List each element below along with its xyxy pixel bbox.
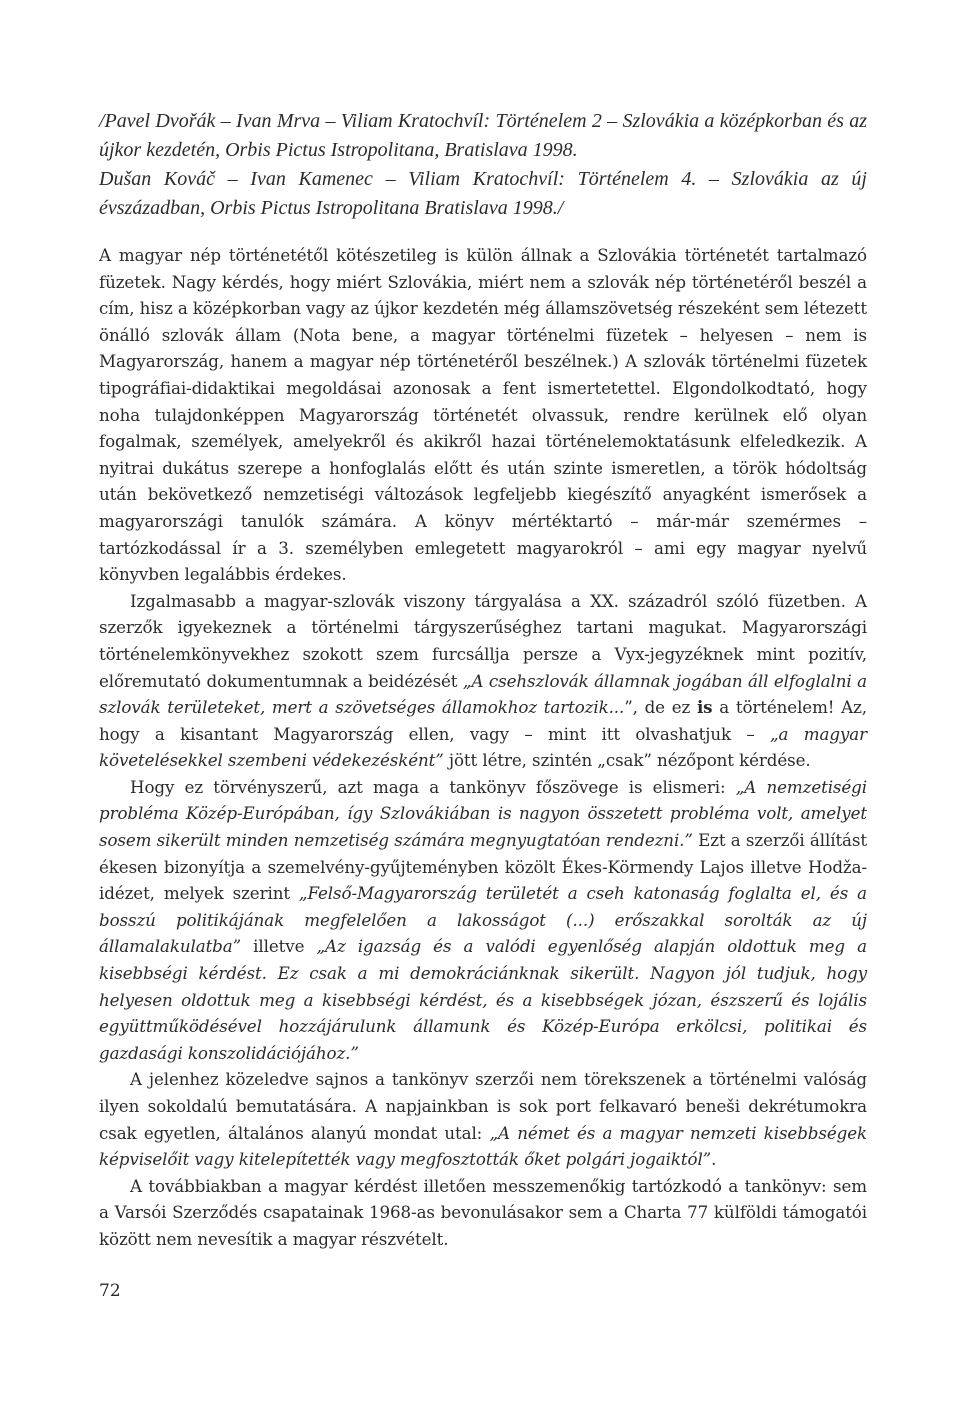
- paragraph-2-quote-2: „a magyar követelésekkel szembeni védekezésként”: [99, 723, 867, 771]
- citation-block: [99, 107, 867, 223]
- paragraph-2-bold: is: [696, 697, 713, 718]
- paragraph-3-text-b: Ezt a szerzői állítást ékesen bizonyítja a szemelvény-gyűjteményben közölt Ékes-Körmendy Lajos illetve Hodža-idézet, melyek szerint: [99, 830, 867, 904]
- paragraph-3: [99, 774, 867, 1067]
- document-page: [99, 107, 867, 1253]
- page-number: 72: [99, 1281, 121, 1301]
- paragraph-2-text-d: jött létre, szintén „csak” nézőpont kérdése.: [443, 750, 811, 771]
- paragraph-4-quote-1: „A német és a magyar nemzeti kisebbségek képviselőit vagy kitelepítették vagy megfosztották őket polgári jogaiktól”: [99, 1122, 867, 1170]
- paragraph-3-quote-3: „Az igazság és a valódi egyenlőség alapján oldottuk meg a kisebbségi kérdést. Ez csak a mi demokráciánknak sikerült. Nagyon jól tudjuk, hogy helyesen oldottuk meg a kisebbségi kérdést, és a kisebbségek józan, észszerű és lojális együttműködésével hozzájárulunk államunk és Közép-Európa erkölcsi, politikai és gazdasági konszolidációjához.”: [99, 936, 867, 1063]
- paragraph-3-text-a: Hogy ez törvényszerű, azt maga a tankönyv főszövege is elismeri:: [130, 776, 736, 797]
- paragraph-3-quote-1: „A nemzetiségi probléma Közép-Európában, így Szlovákiában is nagyon összetett probléma volt, amelyet sosem sikerült minden nemzetiség számára megnyugtatóan rendezni.”: [99, 776, 867, 851]
- paragraph-4: [99, 1066, 867, 1172]
- paragraph-1: A magyar nép történetétől kötészetileg is külön állnak a Szlovákia történetét tartalmazó füzetek. Nagy kérdés, hogy miért Szlovákia, miért nem a szlovák nép történetéről beszél a cím, hisz a középkorban vagy az újkor kezdetén még államszövetség részeként sem létezett önálló szlovák állam (Nota bene, a magyar történelmi füzetek – helyesen – nem is Magyarország, hanem a magyar nép történetéről beszélnek.) A szlovák történelmi füzetek tipográfiai-didaktikai megoldásai azonosak a fent ismertetettel. Elgondolkodtató, hogy noha tulajdonképpen Magyarország történetét olvassuk, rendre kerülnek elő olyan fogalmak, személyek, amelyekről és akikről hazai történelemoktatásunk elfeledkezik. A nyitrai dukátus szerepe a honfoglalás előtt és után szinte ismeretlen, a török hódoltság után bekövetkező nemzetiségi változások legfeljebb kiegészítő anyagként ismerősek a magyarországi tanulók számára. A könyv mértéktartó – már-már szemérmes – tartózkodással ír a 3. személyben emlegetett magyarokról – ami egy magyar nyelvű könyvben legalábbis érdekes.: [99, 245, 868, 585]
- paragraph-3-quote-2: „Felső-Magyarország területét a cseh katonaság foglalta el, és a bosszú politikájának megfelelően a lakosságot (...) erőszakkal sorolták az új államalakulatba”: [99, 883, 867, 957]
- paragraph-2: [99, 588, 867, 774]
- paragraph-2-text-b: ”, de ez: [624, 697, 697, 718]
- paragraph-2-quote-1: „A csehszlovák államnak jogában áll elfoglalni a szlovák területeket, mert a szövetséges államokhoz tartozik...: [99, 670, 867, 718]
- paragraph-4-text-b: .: [711, 1149, 717, 1170]
- citation-line-1: /Pavel Dvořák – Ivan Mrva – Viliam Kratochvíl: Történelem 2 – Szlovákia a középkorban és az újkor kezdetén, Orbis Pictus Istropolitana, Bratislava 1998.: [99, 110, 867, 161]
- paragraph-2-text-a: Izgalmasabb a magyar-szlovák viszony tárgyalása a XX. századról szóló füzetben. A szerzők igyekeznek a történelmi tárgyszerűséghez tartani magukat. Magyarországi történelemkönyvekhez szokott szem furcsállja persze a Vyx-jegyzéknek mint pozitív, előremutató dokumentumnak a beidézését: [99, 590, 867, 691]
- paragraph-5: A továbbiakban a magyar kérdést illetően messzemenőkig tartózkodó a tankönyv: sem a Varsói Szerződés csapatainak 1968-as bevonulásakor sem a Charta 77 külföldi támogatói között nem nevesítik a magyar részvételt.: [99, 1175, 867, 1249]
- paragraph-4-text-a: A jelenhez közeledve sajnos a tankönyv szerzői nem törekszenek a történelmi valóság ilyen sokoldalú bemutatására. A napjainkban is sok port felkavaró beneši dekrétumokra csak egyetlen, általános alanyú mondat utal:: [99, 1069, 867, 1143]
- paragraph-2-text-c: a történelem! Az, hogy a kisantant Magyarország ellen, vagy – mint itt olvashatjuk –: [99, 697, 868, 744]
- citation-line-2: Dušan Kováč – Ivan Kamenec – Viliam Kratochvíl: Történelem 4. – Szlovákia az új évszázadban, Orbis Pictus Istropolitana Bratislava 1998./: [99, 168, 867, 219]
- paragraph-3-text-c: illetve: [241, 936, 317, 957]
